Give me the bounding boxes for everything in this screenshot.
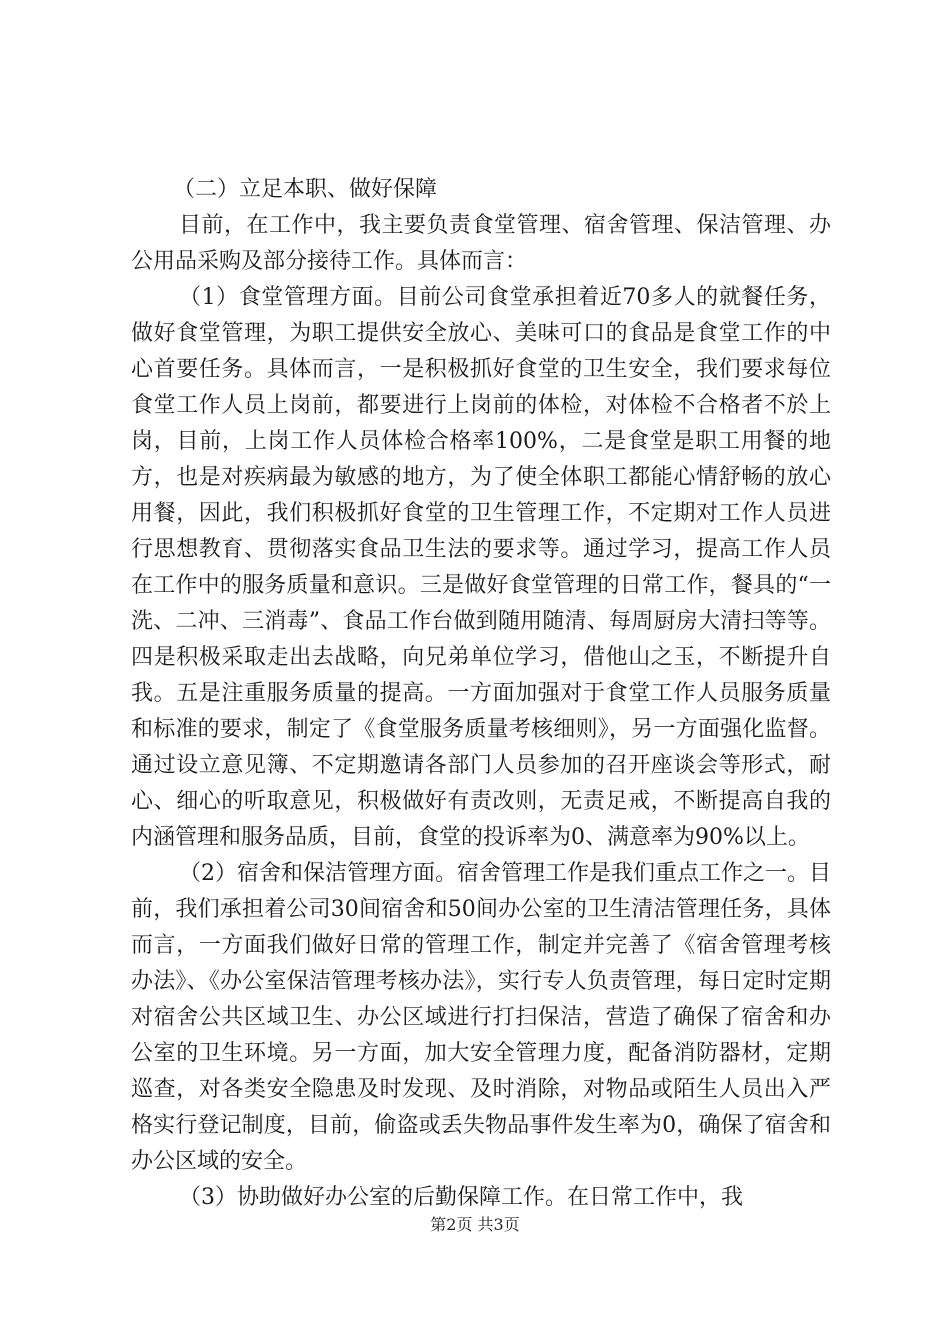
intro-paragraph: 目前，在工作中，我主要负责食堂管理、宿舍管理、保洁管理、办公用品采购及部分接待工作。具体而言： — [131, 213, 831, 274]
office-support-paragraph: （3）协助做好办公室的后勤保障工作。在日常工作中，我 — [179, 1185, 743, 1210]
canteen-management-paragraph: （1）食堂管理方面。目前公司食堂承担着近70多人的就餐任务，做好食堂管理，为职工提供安全放心、美味可口的食品是食堂工作的中心首要任务。具体而言，一是积极抓好食堂的卫生安全，我们要求每位食堂工作人员上岗前，都要进行上岗前的体检，对体检不合格者不於上岗，目前，上岗工作人员体检合格率100%，二是食堂是职工用餐的地方，也是对疾病最为敏感的地方，为了使全体职工都能心情舒畅的放心用餐，因此，我们积极抓好食堂的卫生管理工作，不定期对工作人员进行思想教育、贯彻落实食品卫生法的要求等。通过学习，提高工作人员在工作中的服务质量和意识。三是做好食堂管理的日常工作，餐具的“一洗、二冲、三消毒”、食品工作台做到随用随清、每周厨房大清扫等等。四是积极采取走出去战略，向兄弟单位学习，借他山之玉，不断提升自我。五是注重服务质量的提高。一方面加强对于食堂工作人员服务质量和标准的要求，制定了《食堂服务质量考核细则》，另一方面强化监督。通过设立意见簿、不定期邀请各部门人员参加的召开座谈会等形式，耐心、细心的听取意见，积极做好有责改则，无责足戒，不断提高自我的内涵管理和服务品质，目前，食堂的投诉率为0、满意率为90%以上。 — [131, 285, 831, 850]
section-heading: （二）立足本职、做好保障 — [173, 177, 438, 202]
dormitory-cleaning-paragraph: （2）宿舍和保洁管理方面。宿舍管理工作是我们重点工作之一。目前，我们承担着公司30间宿舍和50间办公室的卫生清洁管理任务，具体而言，一方面我们做好日常的管理工作，制定并完善了《宿舍管理考核办法》、《办公室保洁管理考核办法》，实行专人负责管理，每日定时定期对宿舍公共区域卫生、办公区域进行打扫保洁，营造了确保了宿舍和办公室的卫生环境。另一方面，加大安全管理力度，配备消防器材，定期巡查，对各类安全隐患及时发现、及时消除，对物品或陌生人员出入严格实行登记制度，目前，偷盗或丢失物品事件发生率为0，确保了宿舍和办公区域的安全。 — [131, 861, 831, 1174]
page-footer: 第2页 共3页 — [430, 1215, 520, 1234]
document-body — [131, 172, 831, 1216]
